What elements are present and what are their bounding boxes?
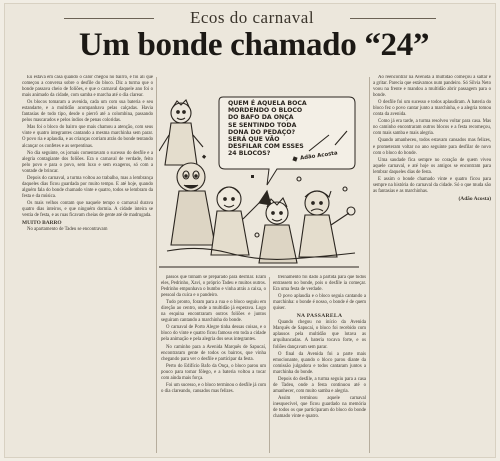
paragraph: Ao reencontrar na Avenida a multidão começou a saltar e a gritar. Parecia que estávamos num pandeiro. Só Sílvia Neto voou na frente e mandou a multidão abrir passagem para o bonde. <box>373 75 491 99</box>
column-right <box>373 75 491 455</box>
article-headline: Um bonde chamado “24” <box>78 27 430 63</box>
article-signoff: (Adão Acosta) <box>458 195 491 202</box>
paragraph: E assim o bonde chamado vinte e quatro ficou para sempre na história do carnaval da cidade. Só o que muda são as fantasias e as marchinhas. <box>373 176 491 194</box>
paragraph: Uma saudade fica sempre no coração de quem viveu aquele carnaval, e até hoje os amigos se encontram para lembrar daqueles dias de festa. <box>373 157 491 175</box>
kicker-rule-right <box>350 18 436 19</box>
section-subhead: NA PASSARELA <box>296 313 343 320</box>
cartoon-speech: QUEM É AQUELA BOCA MORDENDO O BLOCO DO BAFO DA ONÇA SE SENTINDO TODA DONA DO PEDAÇO? SERÁ QUE VÃO DESFILAR COM ESSES 24 BLOCOS? <box>228 100 307 158</box>
paragraph: O final da Avenida foi a parte mais emocionante, quando o bloco parou diante da comissão julgadora e todos cantaram juntos a marchinha do bonde. <box>273 351 366 375</box>
column-middle <box>161 275 266 455</box>
paragraph: O desfile foi um sucesso e todos aplaudiram. A bateria do bloco fez o povo cantar junto a marchinha, e a alegria tomou conta da avenida. <box>373 100 491 118</box>
paragraph: Foi um sucesso, e o bloco terminou o desfile já com o dia clareando, cansados mas felizes. <box>161 382 266 394</box>
article-kicker: Ecos do carnaval <box>189 8 315 27</box>
paragraph: passos que tinham se preparado para desfilar. Eram eles, Pedrinho, Xavi, o próprio Tadeu e muitos outros. Pedrinho empunhava o bumbo e vinha atrás a caixa, o pessoal da cuíca e o pandeiro. <box>161 275 266 299</box>
paragraph: Eu estava em casa quando o calor chegou no bairro, e foi ali que começou a conversa sobre o desfile do bloco. Diz a turma que o bonde passava cheio de foliões, e que o carnaval daquele ano foi o mais animado da cidade, com samba e marcha até o dia clarear. <box>22 75 153 99</box>
paragraph: Tudo pronto, foram para a rua e o bloco seguiu em direção ao centro, onde a multidão já esperava. Logo na esquina encontraram outros foliões e juntos seguiram cantando a marchinha do bonde. <box>161 300 266 324</box>
newspaper-page <box>4 3 496 458</box>
paragraph: Perto do Edifício Bafo da Onça, o bloco parou um pouco para tomar fôlego, e a bateria voltou a tocar com ainda mais força. <box>161 363 266 381</box>
paragraph: Depois do carnaval, a turma voltou ao trabalho, mas a lembrança daqueles dias ficou guardada por muito tempo. E até hoje, quando alguém fala do bonde chamado vinte e quatro, todos se lembram da festa e da música. <box>22 175 153 199</box>
paragraph: Os mais velhos contam que naquele tempo o carnaval durava quatro dias inteiros, e que ninguém dormia. A cidade inteira se vestia de festa, e as ruas ficavam cheias de gente até de madrugada. <box>22 200 153 219</box>
paragraph: treinamento foi dado a partida para que todos entrassem no bonde, pois o desfile ia começar. Era uma festa de verdade. <box>273 275 366 293</box>
paragraph: No dia seguinte, os jornais comentavam o sucesso do desfile e a alegria contagiante dos foliões. Era o carnaval de verdade, feito pelo povo e para o povo, sem luxo e sem exageros, só com a vontade de brincar. <box>22 150 153 174</box>
paragraph: Quando amanheceu, todos estavam cansados mas felizes, e prometeram voltar no ano seguinte para desfilar de novo com o bloco do bonde. <box>373 138 491 156</box>
paragraph: Mas foi o bloco do bairro que mais chamou a atenção, com seus vinte e quatro integrantes cantando a mesma marchinha sem parar. O povo ria e aplaudia, e as crianças corriam atrás do bonde tentando alcançar os confetes e as serpentinas. <box>22 125 153 149</box>
paragraph: Os blocos tomaram a avenida, cada um com sua bateria e seu estandarte, e a multidão acompanhava pelas calçadas. Havia fantasias de todo tipo, desde o pierrô até a colombina, passando pelos mascarados e pelos índios de penas coloridas. <box>22 100 153 124</box>
column-divider <box>369 77 370 453</box>
paragraph: Assim terminou aquele carnaval inesquecível, que ficou guardado na memória de todos os que participaram do bloco do bonde chamado vinte e quatro. <box>273 395 366 420</box>
column-divider <box>269 277 270 453</box>
column-left <box>22 75 153 455</box>
column-center <box>273 275 366 455</box>
paragraph: Quando chegou no início da Avenida Marquês de Sapucaí, o bloco foi recebido com aplausos pela multidão que lotava as arquibancadas. A bateria tocava forte, e os foliões dançavam sem parar. <box>273 320 366 350</box>
paragraph: O carnaval de Porto Alegre tinha dessas coisas, e o bloco do vinte e quatro ficou famoso em toda a cidade pela animação e pela alegria dos seus integrantes. <box>161 325 266 343</box>
column-divider <box>156 77 157 453</box>
paragraph: No caminho para a Avenida Marquês de Sapucaí, encontraram gente de todos os bairros, que vinha chegando para ver o desfile e participar da festa. <box>161 344 266 362</box>
paragraph: No apartamento de Tadeu se encontravam <box>27 227 108 233</box>
paragraph: Como já era tarde, a turma resolveu voltar para casa. Mas no caminho encontraram outros blocos e a festa recomeçou, com mais samba e mais alegria. <box>373 119 491 137</box>
paragraph: O povo aplaudia e o bloco seguia cantando a marchinha: o bonde é nosso, o bonde é de quem quiser. <box>273 294 366 312</box>
paragraph: Depois do desfile, a turma seguiu para a casa de Tadeu, onde a festa continuou até o amanhecer, com muito samba e alegria. <box>273 376 366 394</box>
cartoon-signature: Adão Acosta <box>299 150 338 162</box>
section-byline: MUITO BARRO <box>22 220 62 227</box>
